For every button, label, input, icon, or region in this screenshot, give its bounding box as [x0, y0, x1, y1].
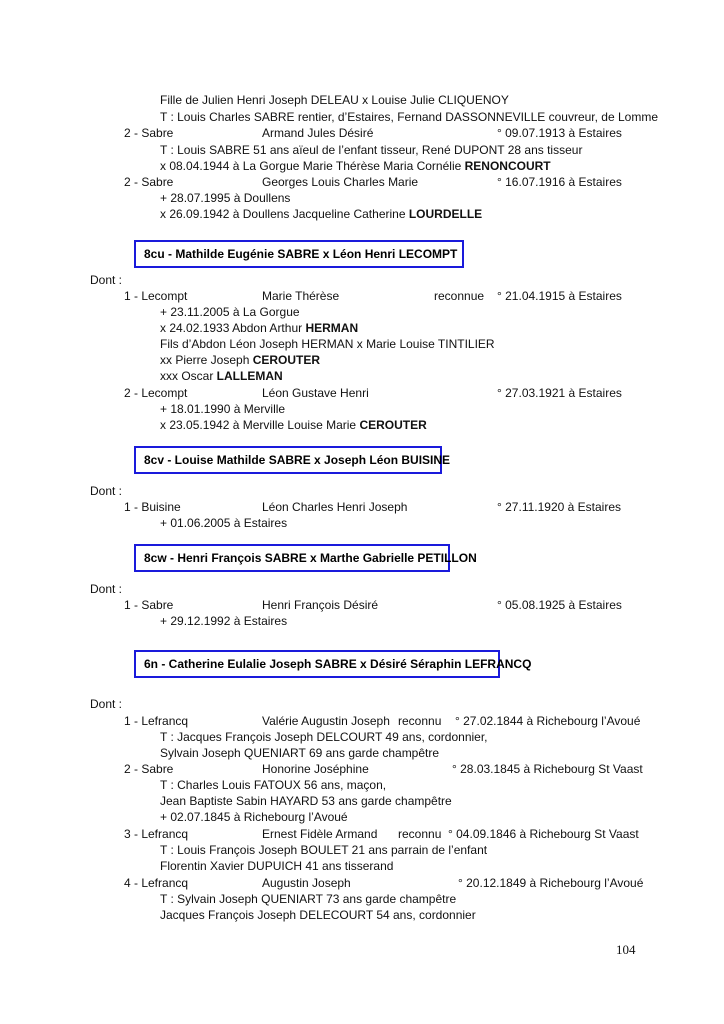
text-line: T : Jacques François Joseph DELCOURT 49 ans, cordonnier,: [160, 730, 488, 744]
child-name: Valérie Augustin Joseph: [262, 714, 390, 728]
child-entry: [0, 597, 724, 613]
recognition-note: reconnu: [398, 714, 442, 728]
child-birth: ° 20.12.1849 à Richebourg l’Avoué: [458, 876, 644, 890]
child-number: 2 - Sabre: [124, 175, 174, 189]
child-entry: [0, 125, 724, 141]
section-heading: 8cu - Mathilde Eugénie SABRE x Léon Henri LECOMPT: [134, 240, 464, 268]
child-entry: [0, 761, 724, 777]
child-name: Honorine Joséphine: [262, 762, 369, 776]
child-birth: ° 16.07.1916 à Estaires: [497, 175, 622, 189]
child-number: 1 - Lefrancq: [124, 714, 189, 728]
child-entry: [0, 174, 724, 190]
child-birth: ° 27.03.1921 à Estaires: [497, 386, 622, 400]
text-line: Fils d’Abdon Léon Joseph HERMAN x Marie Louise TINTILIER: [160, 337, 495, 351]
text-line: x 23.05.1942 à Merville Louise Marie CEROUTER: [160, 418, 427, 432]
child-number: 2 - Sabre: [124, 762, 174, 776]
section-heading: 8cv - Louise Mathilde SABRE x Joseph Léon BUISINE: [134, 446, 442, 474]
text-line: + 01.06.2005 à Estaires: [160, 516, 288, 530]
text-line: + 18.01.1990 à Merville: [160, 402, 286, 416]
child-number: 1 - Buisine: [124, 500, 181, 514]
text-line: Jean Baptiste Sabin HAYARD 53 ans garde champêtre: [160, 794, 452, 808]
text-line: x 26.09.1942 à Doullens Jacqueline Catherine LOURDELLE: [160, 207, 483, 221]
child-name: Georges Louis Charles Marie: [262, 175, 419, 189]
recognition-note: reconnu: [398, 827, 442, 841]
text-line: T : Charles Louis FATOUX 56 ans, maçon,: [160, 778, 387, 792]
recognition-note: reconnue: [434, 289, 485, 303]
child-birth: ° 21.04.1915 à Estaires: [497, 289, 622, 303]
text-line: Fille de Julien Henri Joseph DELEAU x Louise Julie CLIQUENOY: [160, 93, 509, 107]
child-name: Léon Gustave Henri: [262, 386, 369, 400]
section-heading: 6n - Catherine Eulalie Joseph SABRE x Désiré Séraphin LEFRANCQ: [134, 650, 500, 678]
section-heading: 8cw - Henri François SABRE x Marthe Gabrielle PETILLON: [134, 544, 450, 572]
child-birth: ° 28.03.1845 à Richebourg St Vaast: [452, 762, 643, 776]
page-number: 104: [616, 942, 636, 957]
child-number: 2 - Lecompt: [124, 386, 188, 400]
text-line: Jacques François Joseph DELECOURT 54 ans, cordonnier: [160, 908, 476, 922]
text-line: T : Louis François Joseph BOULET 21 ans parrain de l’enfant: [160, 843, 488, 857]
dont-label: Dont :: [90, 273, 123, 287]
child-number: 4 - Lefrancq: [124, 876, 189, 890]
child-birth: ° 04.09.1846 à Richebourg St Vaast: [448, 827, 639, 841]
child-entry: [0, 288, 724, 304]
text-line: T : Sylvain Joseph QUENIART 73 ans garde champêtre: [160, 892, 457, 906]
child-entry: [0, 875, 724, 891]
child-entry: [0, 385, 724, 401]
child-name: Henri François Désiré: [262, 598, 379, 612]
text-line: x 24.02.1933 Abdon Arthur HERMAN: [160, 321, 359, 335]
text-line: + 29.12.1992 à Estaires: [160, 614, 288, 628]
text-line: + 23.11.2005 à La Gorgue: [160, 305, 300, 319]
text-line: + 02.07.1845 à Richebourg l’Avoué: [160, 810, 348, 824]
text-line: T : Louis SABRE 51 ans aïeul de l’enfant tisseur, René DUPONT 28 ans tisseur: [160, 143, 583, 157]
text-line: T : Louis Charles SABRE rentier, d’Estaires, Fernand DASSONNEVILLE couvreur, de Lomme: [160, 110, 658, 124]
text-line: xxx Oscar LALLEMAN: [160, 369, 283, 383]
dont-label: Dont :: [90, 697, 123, 711]
child-number: 3 - Lefrancq: [124, 827, 189, 841]
child-entry: [0, 826, 724, 842]
child-name: Armand Jules Désiré: [262, 126, 374, 140]
child-name: Léon Charles Henri Joseph: [262, 500, 408, 514]
child-birth: ° 05.08.1925 à Estaires: [497, 598, 622, 612]
dont-label: Dont :: [90, 484, 123, 498]
child-entry: [0, 713, 724, 729]
text-line: Sylvain Joseph QUENIART 69 ans garde champêtre: [160, 746, 440, 760]
child-name: Ernest Fidèle Armand: [262, 827, 378, 841]
child-name: Augustin Joseph: [262, 876, 351, 890]
child-number: 1 - Lecompt: [124, 289, 188, 303]
child-birth: ° 27.11.1920 à Estaires: [497, 500, 621, 514]
child-number: 2 - Sabre: [124, 126, 174, 140]
text-line: xx Pierre Joseph CEROUTER: [160, 353, 321, 367]
text-line: x 08.04.1944 à La Gorgue Marie Thérèse Maria Cornélie RENONCOURT: [160, 159, 551, 173]
text-line: Florentin Xavier DUPUICH 41 ans tisserand: [160, 859, 394, 873]
child-entry: [0, 499, 724, 515]
child-name: Marie Thérèse: [262, 289, 340, 303]
child-number: 1 - Sabre: [124, 598, 174, 612]
child-birth: ° 27.02.1844 à Richebourg l’Avoué: [455, 714, 641, 728]
text-line: + 28.07.1995 à Doullens: [160, 191, 291, 205]
dont-label: Dont :: [90, 582, 123, 596]
child-birth: ° 09.07.1913 à Estaires: [497, 126, 622, 140]
